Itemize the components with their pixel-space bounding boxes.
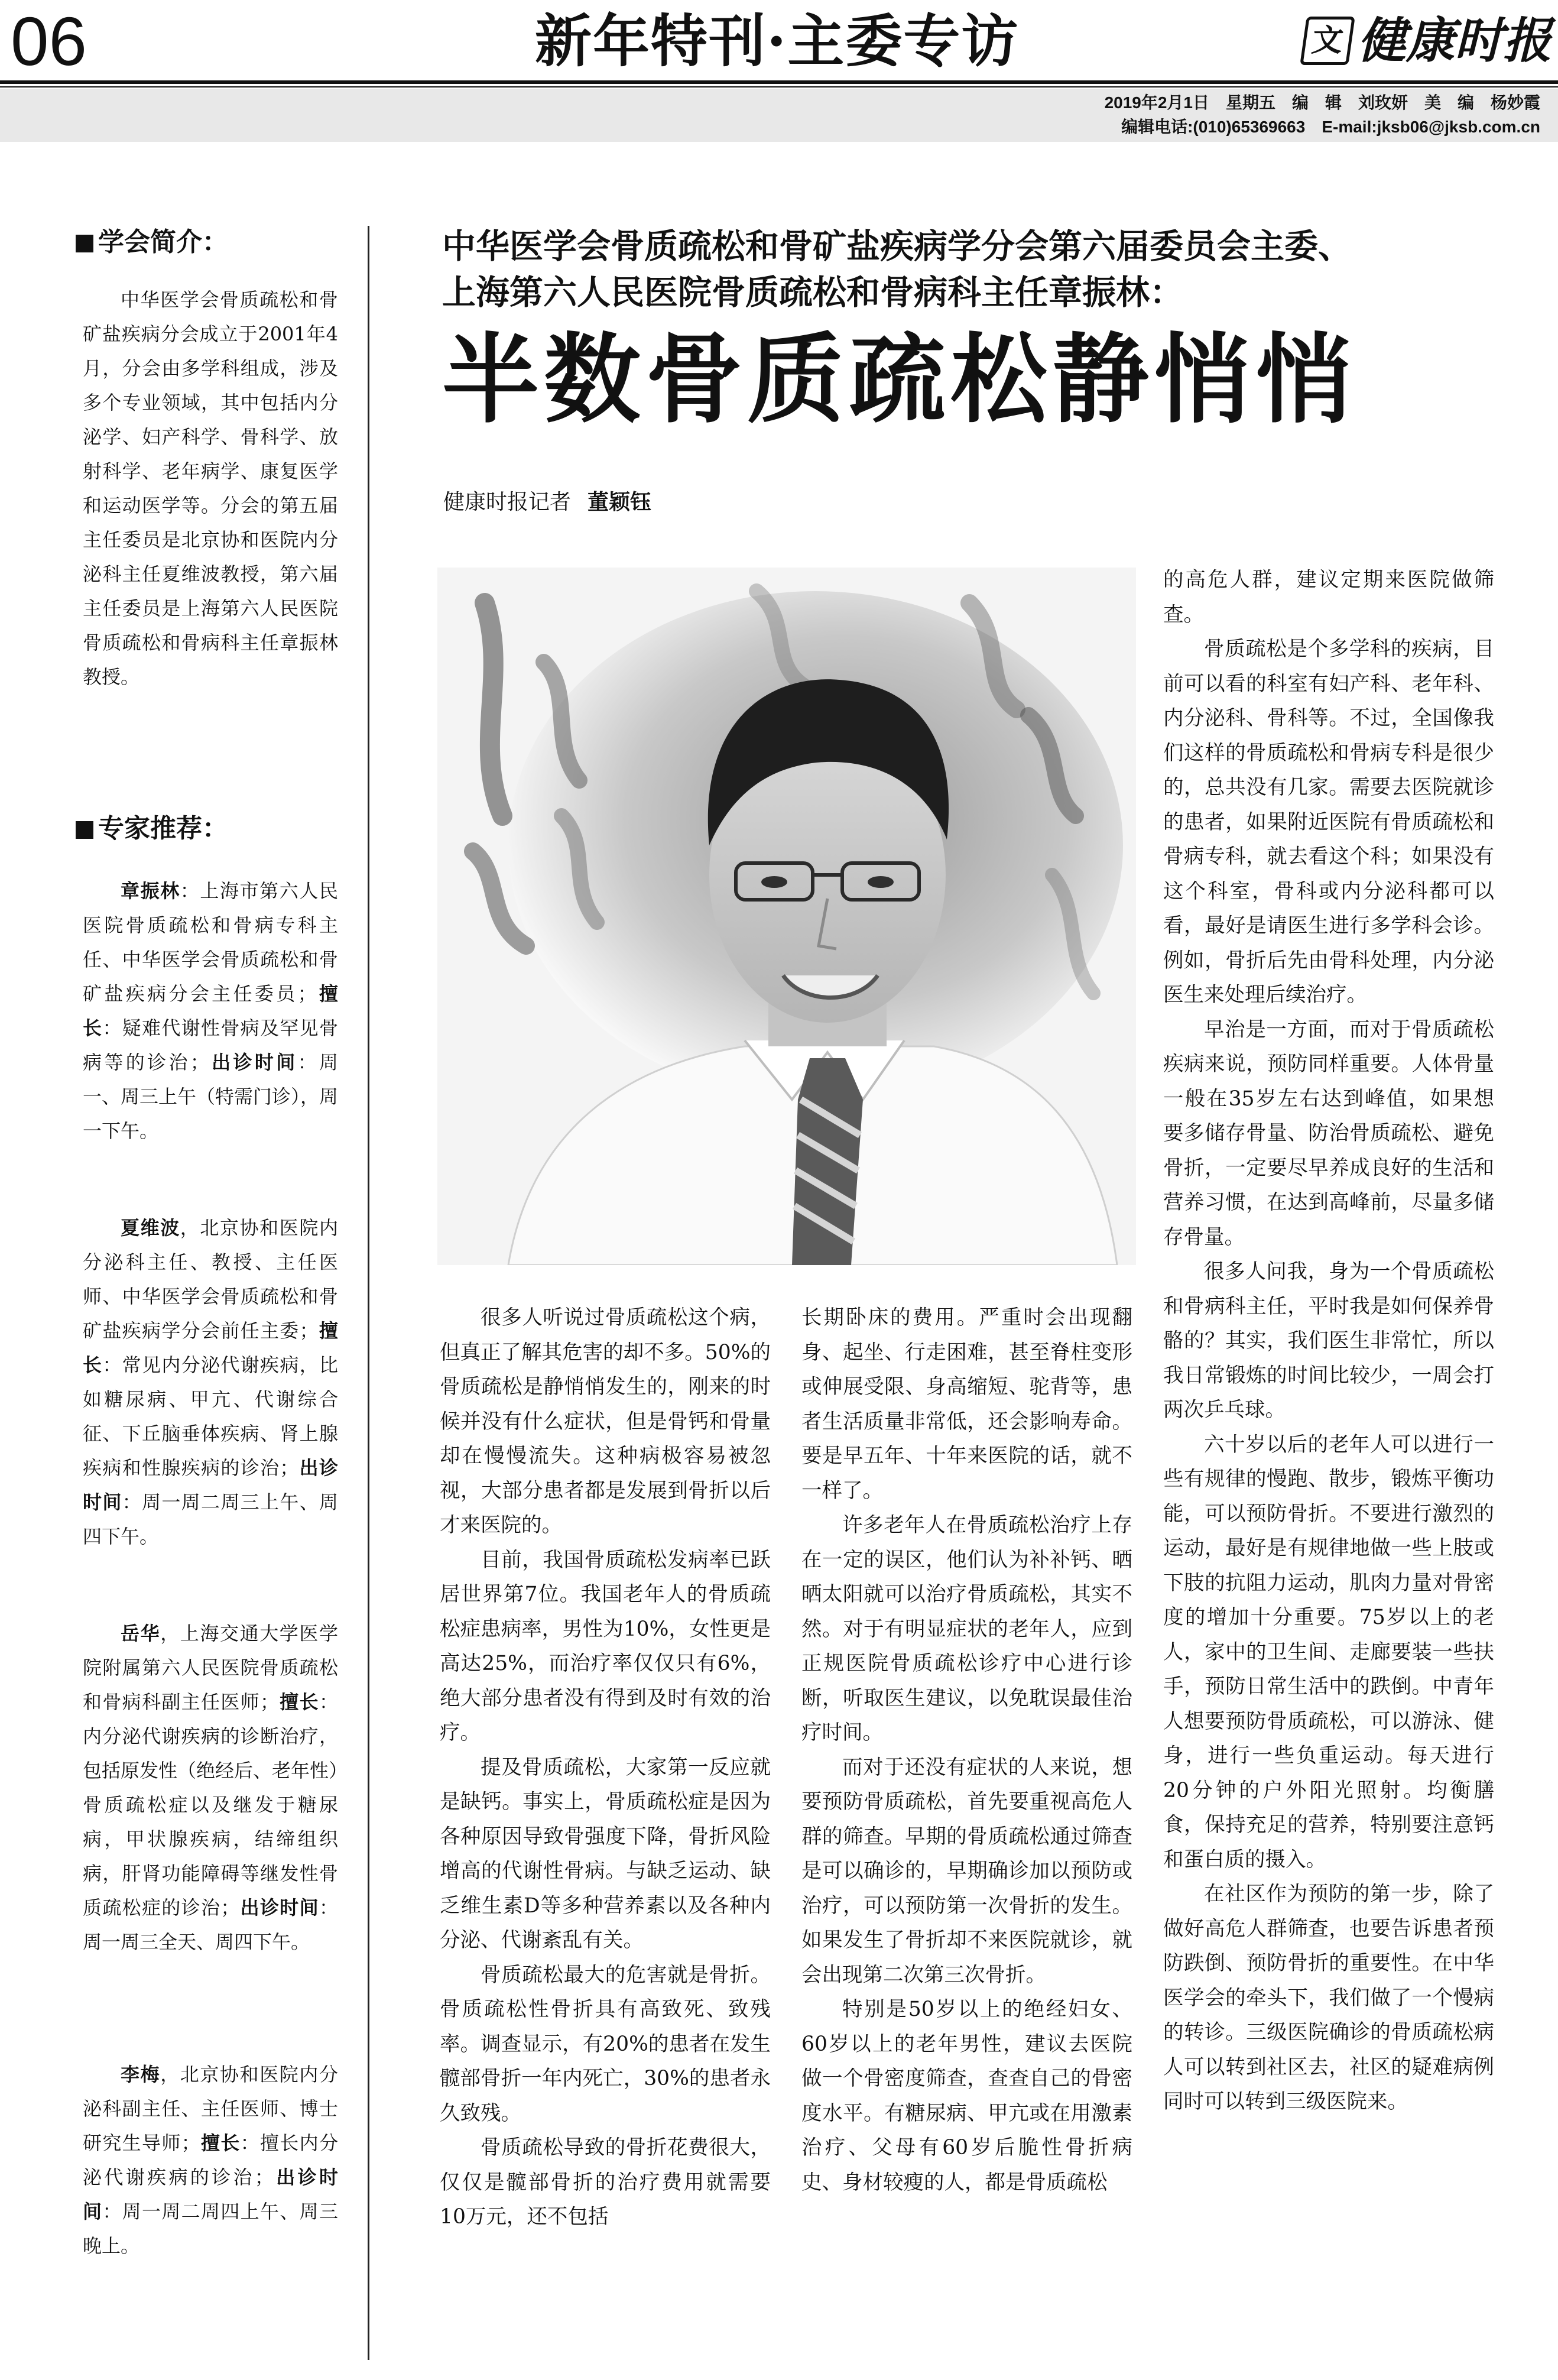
logo-text: 健康时报 [1358,12,1551,69]
article-column [801,1301,1132,2200]
article-kicker [442,223,1541,316]
article-paragraph: 骨质疏松最大的危害就是骨折。骨质疏松性骨折具有高致死、致残率。调查显示，有20%的患者在发生髋部骨折一年内死亡，30%的患者永久致残。 [440,1963,771,2125]
article-paragraph: 很多人问我，身为一个骨质疏松和骨病科主任，平时我是如何保养骨骼的？其实，我们医生非常忙，所以我日常锻炼的时间比较少，一周会打两次乒乓球。 [1163,1260,1494,1422]
experts-heading-text: 专家推荐： [98,813,228,844]
article-column [440,1301,771,2235]
article-paragraph: 提及骨质疏松，大家第一反应就是缺钙。事实上，骨质疏松症是因为各种原因导致骨强度下降，骨折风险增高的代谢性骨病。与缺乏运动、缺乏维生素D等多种营养素以及各种内分泌、代谢紊乱有关。 [440,1755,771,1952]
expertise-label: 擅长 [83,1319,338,1376]
article-paragraph: 骨质疏松是个多学科的疾病，目前可以看的科室有妇产科、老年科、内分泌科、骨科等。不过，全国像我们这样的骨质疏松和骨病专科是很少的，总共没有几家。需要去医院就诊的患者，如果附近医院有骨质疏松和骨病专科，就去看这个科；如果没有这个科室，骨科或内分泌科都可以看，最好是请医生进行多学科会诊。例如，骨折后先由骨科处理，内分泌医生来处理后续治疗。 [1163,637,1494,1007]
expertise-label: 擅长 [278,1691,319,1713]
hours-label: 出诊时间 [239,1896,319,1919]
article-paragraph: 许多老年人在骨质疏松治疗上存在一定的误区，他们认为补补钙、晒晒太阳就可以治疗骨质疏松，其实不然。对于有明显症状的老年人，应到正规医院骨质疏松诊疗中心进行诊断，听取医生建议，以免耽误最佳治疗时间。 [801,1513,1132,1745]
hours-text: ：周一周二周三上午、周四下午。 [83,1491,338,1548]
article-paragraph: 的高危人群，建议定期来医院做筛查。 [1163,568,1494,627]
square-bullet-icon [76,821,93,839]
expertise-label: 擅长 [200,2132,241,2154]
page-number: 06 [11,3,87,80]
article-paragraph: 早治是一方面，而对于骨质疏松疾病来说，预防同样重要。人体骨量一般在35岁左右达到峰值，如果想要多储存骨量、防治骨质疏松、避免骨折，一定要尽早养成良好的生活和营养习惯，在达到高峰前，尽量多储存骨量。 [1163,1017,1494,1249]
newspaper-logo [1303,12,1551,69]
article-paragraph: 长期卧床的费用。严重时会出现翻身、起坐、行走困难，甚至脊柱变形或伸展受限、身高缩短、驼背等，患者生活质量非常低，还会影响寿命。要是早五年、十年来医院的话，就不一样了。 [801,1306,1132,1503]
expert-name: 章振林 [121,880,180,902]
editor-contact: 编辑电话:(010)65369663 E-mail:jksb06@jksb.com.cn [1121,118,1540,136]
portrait-illustration [437,568,1136,1265]
expert-entry [83,874,338,1148]
article-paragraph: 六十岁以后的老年人可以进行一些有规律的慢跑、散步，锻炼平衡功能，可以预防骨折。不要进行激烈的运动，最好是有规律地做一些上肢或下肢的抗阻力运动，肌肉力量对骨密度的增加十分重要。75岁以上的老人，家中的卫生间、走廊要装一些扶手，预防日常生活中的跌倒。中青年人想要预防骨质疏松，可以游泳、健身，进行一些负重运动。每天进行20分钟的户外阳光照射。均衡膳食，保持充足的营养，特别要注意钙和蛋白质的摄入。 [1163,1432,1494,1872]
article-paragraph: 在社区作为预防的第一步，除了做好高危人群筛查，也要告诉患者预防跌倒、预防骨折的重要性。在中华医学会的牵头下，我们做了一个慢病的转诊。三级医院确诊的骨质疏松病人可以转到社区去，社区的疑难病例同时可以转到三级医院来。 [1163,1882,1494,2113]
expert-entry [83,1616,338,1959]
article-paragraph: 特别是50岁以上的绝经妇女、60岁以上的老年男性，建议去医院做一个骨密度筛查，查查自己的骨密度水平。有糖尿病、甲亢或在用激素治疗、父母有60岁后脆性骨折病史、身材较瘦的人，都是骨质疏松 [801,1998,1132,2194]
article-column [1163,563,1494,2119]
expertise-text: ：疑难代谢性骨病及罕见骨病等的诊治； [83,1017,338,1074]
article-paragraph: 骨质疏松导致的骨折花费很大，仅仅是髋部骨折的治疗费用就需要10万元，还不包括 [440,2136,771,2229]
expert-name: 李梅 [121,2063,161,2086]
hours-label: 出诊时间 [83,2166,338,2223]
hours-text: ：周一周三全天、周四下午。 [83,1896,338,1953]
section-title: 新年特刊·主委专访 [535,8,1020,74]
expert-entry [83,1211,338,1554]
expert-name: 夏维波 [121,1217,180,1239]
expertise-text: ：常见内分泌代谢疾病，比如糖尿病、甲亢、代谢综合征、下丘脑垂体疾病、肾上腺疾病和性腺疾病的诊治； [83,1354,338,1479]
hours-text: ：周一周二周四上午、周三晚上。 [83,2200,338,2257]
expert-desc: ，上海交通大学医学院附属第六人民医院骨质疏松和骨病科副主任医师； [83,1622,338,1713]
expert-desc: ，北京协和医院内分泌科主任、教授、主任医师、中华医学会骨质疏松和骨矿盐疾病学分会前任主委； [83,1217,338,1342]
experts-heading [76,813,228,844]
hours-label: 出诊时间 [209,1051,298,1074]
society-intro [83,283,338,694]
byline [443,492,651,513]
expert-name: 岳华 [121,1622,161,1645]
article-paragraph: 而对于还没有症状的人来说，想要预防骨质疏松，首先要重视高危人群的筛查。早期的骨质疏松通过筛查是可以确诊的，早期确诊加以预防或治疗，可以预防第一次骨折的发生。如果发生了骨折却不来医院就诊，就会出现第二次第三次骨折。 [801,1755,1132,1987]
expertise-label: 擅长 [83,983,338,1039]
expertise-text: ：内分泌代谢疾病的诊断治疗，包括原发性（绝经后、老年性）骨质疏松症以及继发于糖尿病，甲状腺疾病，结缔组织病，肝肾功能障碍等继发性骨质疏松症的诊治； [83,1691,339,1919]
byline-name: 董颖钰 [588,490,652,514]
kicker-line: 上海第六人民医院骨质疏松和骨病科主任章振林： [442,273,1183,312]
issue-date-editors: 2019年2月1日 星期五 编 辑 刘玫妍 美 编 杨妙霞 [1104,93,1540,112]
portrait-photo [437,568,1136,1265]
header-rule [0,80,1558,84]
society-intro-text: 中华医学会骨质疏松和骨矿盐疾病分会成立于2001年4月，分会由多学科组成，涉及多个专业领域，其中包括内分泌学、妇产科学、骨科学、放射科学、老年病学、康复医学和运动医学等。分会的第五届主任委员是北京协和医院内分泌科主任夏维波教授，第六届主任委员是上海第六人民医院骨质疏松和骨病科主任章振林教授。 [83,288,338,688]
expertise-text: ：擅长内分泌代谢疾病的诊治； [83,2132,338,2188]
square-bullet-icon [76,235,93,252]
intro-heading [76,229,228,255]
intro-heading-text: 学会简介： [98,227,228,257]
hours-text: ：周一、周三上午（特需门诊），周一下午。 [83,1051,339,1142]
expert-desc: ：上海市第六人民医院骨质疏松和骨病专科主任、中华医学会骨质疏松和骨矿盐疾病分会主任委员； [83,880,338,1005]
expert-entry [83,2057,338,2263]
logo-mark-icon: 文 [1300,17,1355,65]
sidebar-divider [368,226,369,2360]
article-paragraph: 很多人听说过骨质疏松这个病，但真正了解其危害的却不多。50%的骨质疏松是静悄悄发生的，刚来的时候并没有什么症状，但是骨钙和骨量却在慢慢流失。这种病极容易被忽视，大部分患者都是发展到骨折以后才来医院的。 [440,1306,771,1537]
article-headline: 半数骨质疏松静悄悄 [442,322,1358,436]
article-paragraph: 目前，我国骨质疏松发病率已跃居世界第7位。我国老年人的骨质疏松症患病率，男性为10%，女性更是高达25%，而治疗率仅仅只有6%，绝大部分患者没有得到及时有效的治疗。 [440,1548,771,1745]
byline-label: 健康时报记者 [443,490,572,514]
expert-desc: ，北京协和医院内分泌科副主任、主任医师、博士研究生导师； [83,2063,338,2154]
hours-label: 出诊时间 [83,1457,338,1513]
kicker-line: 中华医学会骨质疏松和骨矿盐疾病学分会第六届委员会主委、 [442,227,1352,266]
header-rule-thin [0,86,1558,87]
